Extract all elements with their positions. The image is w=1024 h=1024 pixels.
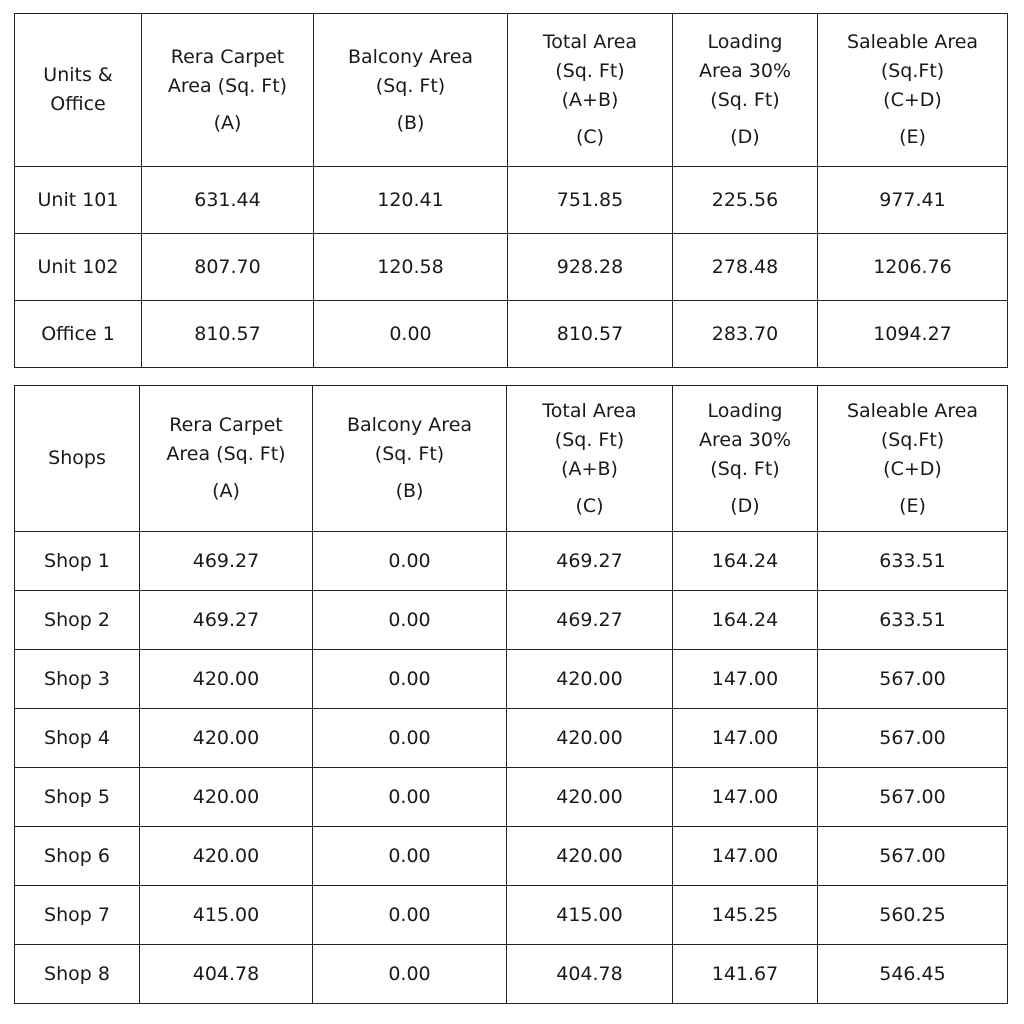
- column-header-line: Loading: [707, 399, 783, 422]
- table-cell: 469.27: [507, 532, 673, 591]
- column-header-line: (Sq. Ft): [375, 74, 446, 97]
- table-cell: 147.00: [673, 650, 818, 709]
- table-row: [15, 301, 1008, 368]
- row-label: Shop 6: [15, 827, 140, 886]
- table-cell: 0.00: [313, 591, 507, 650]
- column-header-line: Area 30%: [699, 428, 791, 451]
- column-header: [313, 386, 507, 532]
- table-cell: 420.00: [507, 768, 673, 827]
- table-cell: 0.00: [313, 886, 507, 945]
- table-cell: 977.41: [818, 167, 1008, 234]
- header-row: [15, 386, 1008, 532]
- table-cell: 164.24: [673, 591, 818, 650]
- table-cell: 147.00: [673, 709, 818, 768]
- table-row: [15, 591, 1008, 650]
- column-header-line: (C+D): [883, 89, 942, 111]
- column-header: [140, 386, 313, 532]
- column-header: [15, 386, 140, 532]
- table-cell: 420.00: [507, 650, 673, 709]
- table-cell: 469.27: [140, 532, 313, 591]
- table-cell: 147.00: [673, 768, 818, 827]
- table-cell: 415.00: [140, 886, 313, 945]
- table-cell: 145.25: [673, 886, 818, 945]
- row-label: Unit 102: [15, 234, 142, 301]
- table-cell: 0.00: [314, 301, 508, 368]
- row-label: Shop 1: [15, 532, 140, 591]
- shops-area-table: [14, 385, 1008, 1004]
- column-header-line: Total Area: [542, 31, 638, 53]
- table-cell: 283.70: [673, 301, 818, 368]
- table-row: [15, 768, 1008, 827]
- column-header-line: (Sq.Ft): [880, 428, 945, 451]
- table-cell: 120.58: [314, 234, 508, 301]
- table-cell: 567.00: [818, 650, 1008, 709]
- table-cell: 420.00: [140, 650, 313, 709]
- column-header-line: Area (Sq. Ft): [167, 74, 288, 97]
- column-header: [673, 14, 818, 167]
- column-letter: (E): [899, 126, 926, 148]
- column-header-line: (A+B): [561, 89, 619, 111]
- row-label: Shop 7: [15, 886, 140, 945]
- table-cell: 1094.27: [818, 301, 1008, 368]
- row-label: Unit 101: [15, 167, 142, 234]
- table-cell: 404.78: [140, 945, 313, 1004]
- column-header-line: Balcony Area: [347, 45, 474, 68]
- column-header: [508, 14, 673, 167]
- column-header: [818, 386, 1008, 532]
- table-cell: 631.44: [142, 167, 314, 234]
- column-header-line: Area (Sq. Ft): [166, 443, 286, 465]
- column-header-line: Rera Carpet: [170, 45, 285, 68]
- table-cell: 928.28: [508, 234, 673, 301]
- table-cell: 469.27: [140, 591, 313, 650]
- table-cell: 141.67: [673, 945, 818, 1004]
- table-cell: 810.57: [508, 301, 673, 368]
- table-cell: 420.00: [140, 827, 313, 886]
- column-letter: (A): [212, 480, 240, 502]
- table-cell: 404.78: [507, 945, 673, 1004]
- table-cell: 278.48: [673, 234, 818, 301]
- row-label: Shop 4: [15, 709, 140, 768]
- table-cell: 147.00: [673, 827, 818, 886]
- units-office-area-table: [14, 13, 1008, 368]
- column-header-line: (A+B): [561, 457, 618, 480]
- table-row: [15, 650, 1008, 709]
- column-header: [142, 14, 314, 167]
- table-cell: 633.51: [818, 591, 1008, 650]
- column-header-line: (Sq. Ft): [374, 443, 445, 465]
- table-cell: 420.00: [507, 709, 673, 768]
- table-cell: 567.00: [818, 827, 1008, 886]
- column-header: [15, 14, 142, 167]
- table-cell: 0.00: [313, 945, 507, 1004]
- table-cell: 751.85: [508, 167, 673, 234]
- column-header-line: Units &: [43, 64, 113, 86]
- column-header: [507, 386, 673, 532]
- column-header: [314, 14, 508, 167]
- table-cell: 0.00: [313, 827, 507, 886]
- column-header-line: Area 30%: [699, 60, 791, 82]
- column-header-line: Rera Carpet: [169, 414, 283, 436]
- table-cell: 0.00: [313, 709, 507, 768]
- table-row: [15, 886, 1008, 945]
- column-letter: (A): [213, 111, 242, 134]
- table-cell: 0.00: [313, 532, 507, 591]
- table-cell: 0.00: [313, 650, 507, 709]
- column-header-line: Balcony Area: [346, 414, 473, 436]
- column-header-line: Office: [50, 93, 106, 115]
- column-letter: (C): [575, 126, 605, 148]
- row-label: Office 1: [15, 301, 142, 368]
- table-cell: 420.00: [507, 827, 673, 886]
- column-header-line: (Sq. Ft): [555, 60, 625, 82]
- table-cell: 420.00: [140, 768, 313, 827]
- column-letter: (C): [575, 494, 604, 517]
- header-row: [15, 14, 1008, 167]
- table-cell: 420.00: [140, 709, 313, 768]
- table-cell: 1206.76: [818, 234, 1008, 301]
- column-letter: (D): [730, 126, 760, 148]
- table-row: [15, 532, 1008, 591]
- column-header-line: (Sq. Ft): [710, 89, 780, 111]
- column-letter: (B): [396, 111, 425, 134]
- table-cell: 225.56: [673, 167, 818, 234]
- table-cell: 0.00: [313, 768, 507, 827]
- column-letter: (B): [395, 480, 424, 502]
- row-label: Shop 5: [15, 768, 140, 827]
- table-cell: 567.00: [818, 768, 1008, 827]
- table-row: [15, 709, 1008, 768]
- table-cell: 164.24: [673, 532, 818, 591]
- row-label: Shop 8: [15, 945, 140, 1004]
- column-letter: (E): [899, 494, 926, 517]
- table-row: [15, 827, 1008, 886]
- table-cell: 807.70: [142, 234, 314, 301]
- column-header-line: (Sq. Ft): [710, 457, 780, 480]
- table-cell: 415.00: [507, 886, 673, 945]
- column-letter: (D): [730, 494, 760, 517]
- row-label: Shop 3: [15, 650, 140, 709]
- column-header-line: (Sq. Ft): [554, 428, 625, 451]
- column-header-line: Total Area: [542, 399, 637, 422]
- table-cell: 567.00: [818, 709, 1008, 768]
- column-header: [673, 386, 818, 532]
- column-header-line: Loading: [707, 31, 783, 53]
- row-label: Shop 2: [15, 591, 140, 650]
- table-row: [15, 167, 1008, 234]
- column-header-line: Shops: [48, 447, 106, 469]
- table-row: [15, 234, 1008, 301]
- table-cell: 120.41: [314, 167, 508, 234]
- table-cell: 810.57: [142, 301, 314, 368]
- column-header-line: Saleable Area: [846, 399, 979, 422]
- column-header-line: Saleable Area: [846, 31, 979, 53]
- column-header-line: (C+D): [883, 457, 942, 480]
- table-row: [15, 945, 1008, 1004]
- table-cell: 633.51: [818, 532, 1008, 591]
- table-cell: 560.25: [818, 886, 1008, 945]
- column-header: [818, 14, 1008, 167]
- column-header-line: (Sq.Ft): [880, 60, 945, 82]
- table-cell: 546.45: [818, 945, 1008, 1004]
- table-cell: 469.27: [507, 591, 673, 650]
